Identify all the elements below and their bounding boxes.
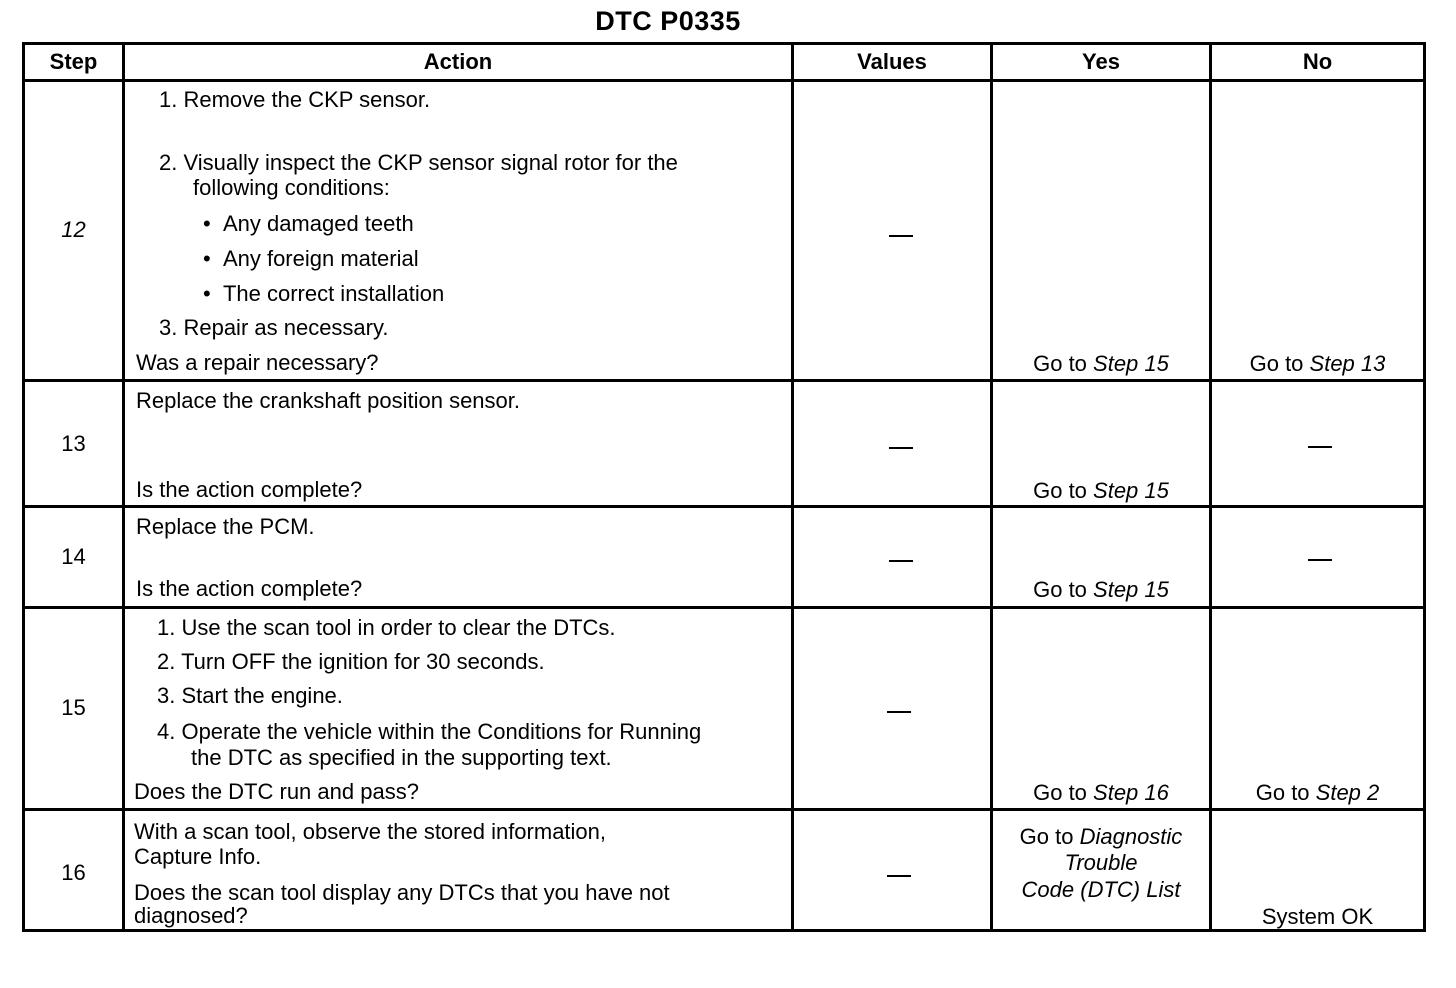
step-number: 13 (61, 431, 86, 456)
step-reference: Step 15 (1093, 351, 1169, 376)
action-question: Does the scan tool display any DTCs that you have not (134, 880, 670, 905)
action-item: 4. Operate the vehicle within the Conditions for Running (157, 719, 702, 744)
action-question: Does the DTC run and pass? (134, 779, 419, 804)
yes-result (993, 780, 1209, 806)
action-item-continued: following conditions: (193, 175, 390, 200)
step-number: 16 (61, 860, 86, 885)
step-reference: Step 13 (1309, 351, 1386, 376)
step-number: 14 (61, 544, 86, 569)
step-reference: Step 16 (1093, 780, 1169, 805)
no-dash (1308, 559, 1332, 561)
yes-result (993, 824, 1209, 850)
column-divider (791, 45, 794, 929)
go-to-text: Go to (1033, 780, 1094, 805)
action-question: diagnosed? (134, 903, 248, 928)
header-step: Step (49, 49, 98, 74)
go-to-text: Go to (1033, 351, 1094, 376)
page-title: DTC P0335 (595, 6, 741, 36)
action-question: Is the action complete? (136, 477, 363, 502)
header-yes: Yes (1082, 49, 1120, 74)
yes-result (993, 351, 1209, 377)
yes-result (993, 478, 1209, 504)
action-item: 3. Start the engine. (157, 683, 343, 708)
action-text: Replace the PCM. (136, 514, 315, 539)
go-to-text: Go to (1033, 577, 1094, 602)
bullet-item: • Any foreign material (203, 246, 419, 271)
action-text: With a scan tool, observe the stored information, (134, 819, 607, 844)
step-reference: Step 15 (1093, 577, 1169, 602)
bullet-text: The correct installation (222, 281, 445, 306)
bullet-item: • Any damaged teeth (203, 211, 414, 236)
yes-result (993, 577, 1209, 603)
bullet-item: • The correct installation (203, 281, 445, 306)
no-dash (1308, 446, 1332, 448)
action-item: 3. Repair as necessary. (159, 315, 389, 340)
go-to-text: Go to (1019, 824, 1080, 849)
action-item: 1. Use the scan tool in order to clear the DTCs. (157, 615, 616, 640)
step-reference: Step 2 (1315, 780, 1380, 805)
action-item: 2. Visually inspect the CKP sensor signal rotor for the (159, 150, 678, 175)
row-divider (25, 379, 1423, 382)
step-number: 15 (61, 695, 86, 720)
yes-result-continued: Trouble (1064, 850, 1138, 875)
step-reference: Diagnostic (1079, 824, 1183, 849)
go-to-text: Go to (1033, 478, 1094, 503)
action-question: Was a repair necessary? (136, 350, 379, 375)
yes-result-continued: Code (DTC) List (1021, 877, 1181, 902)
header-no: No (1302, 49, 1333, 74)
action-question: Is the action complete? (136, 576, 363, 601)
step-number: 12 (61, 217, 86, 242)
column-divider (122, 45, 125, 929)
no-result: System OK (1261, 904, 1374, 929)
go-to-text: Go to (1249, 351, 1310, 376)
row-divider (25, 505, 1423, 508)
no-result (1212, 351, 1423, 377)
values-dash (889, 560, 913, 562)
go-to-text: Go to (1255, 780, 1316, 805)
action-text: Capture Info. (134, 844, 262, 869)
action-item-continued: the DTC as specified in the supporting text. (191, 745, 612, 770)
no-result (1212, 780, 1423, 806)
bullet-text: Any foreign material (222, 246, 419, 271)
values-dash (887, 875, 911, 877)
action-item: 1. Remove the CKP sensor. (159, 87, 431, 112)
row-divider (25, 606, 1423, 609)
values-dash (889, 447, 913, 449)
action-item: 2. Turn OFF the ignition for 30 seconds. (157, 649, 545, 674)
header-divider (25, 79, 1423, 82)
values-dash (889, 235, 913, 237)
action-text: Replace the crankshaft position sensor. (136, 388, 521, 413)
values-dash (887, 711, 911, 713)
row-divider (25, 808, 1423, 811)
step-reference: Step 15 (1093, 478, 1169, 503)
diagnostic-table (22, 42, 1426, 932)
header-values: Values (857, 49, 927, 74)
header-action: Action (423, 49, 493, 74)
bullet-text: Any damaged teeth (222, 211, 414, 236)
